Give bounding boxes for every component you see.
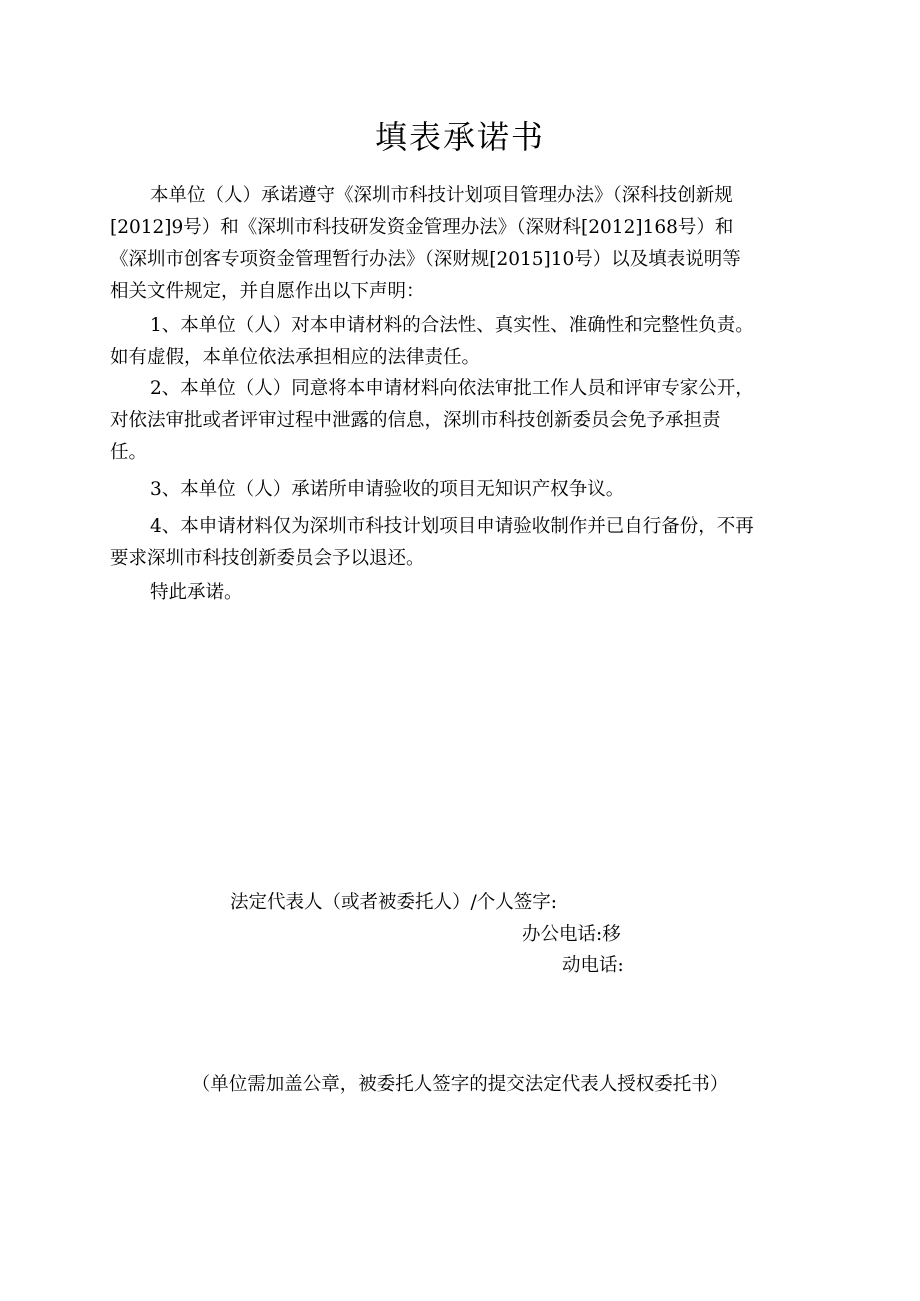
intro-line: 本单位（人）承诺遵守《深圳市科技计划项目管理办法》（深科技创新规 — [150, 185, 733, 206]
representative-signature-label: 法定代表人（或者被委托人）/个人签字: — [230, 892, 557, 913]
intro-paragraph — [110, 180, 810, 308]
mobile-phone-label: 动电话: — [562, 955, 624, 976]
declaration-item-2 — [110, 373, 810, 469]
item-line: 3、本单位（人）承诺所申请验收的项目无知识产权争议。 — [150, 479, 625, 500]
declaration-item-4 — [110, 511, 810, 575]
document-title: 填表承诺书 — [374, 118, 545, 156]
intro-line: 《深圳市创客专项资金管理暂行办法》（深财规[2015]10号）以及填表说明等 — [110, 249, 741, 270]
footnote: （单位需加盖公章，被委托人签字的提交法定代表人授权委托书） — [191, 1074, 729, 1095]
closing-statement — [110, 577, 810, 609]
item-line: 2、本单位（人）同意将本申请材料向依法审批工作人员和评审专家公开， — [150, 378, 754, 399]
intro-line: 相关文件规定，并自愿作出以下声明： — [110, 281, 425, 302]
closing-line: 特此承诺。 — [150, 582, 243, 603]
item-line: 4、本申请材料仅为深圳市科技计划项目申请验收制作并已自行备份，不再 — [150, 516, 754, 537]
office-phone-label: 办公电话:移 — [522, 924, 621, 945]
item-line: 1、本单位（人）对本申请材料的合法性、真实性、准确性和完整性负责。 — [150, 315, 754, 336]
item-line: 任。 — [110, 442, 148, 463]
item-line: 对依法审批或者评审过程中泄露的信息，深圳市科技创新委员会免予承担责 — [110, 410, 721, 431]
item-line: 如有虚假，本单位依法承担相应的法律责任。 — [110, 347, 481, 368]
intro-line: [2012]9号）和《深圳市科技研发资金管理办法》（深财科[2012]168号）和 — [110, 217, 734, 238]
item-line: 要求深圳市科技创新委员会予以退还。 — [110, 548, 425, 569]
declaration-item-1 — [110, 310, 810, 374]
declaration-item-3 — [110, 474, 810, 506]
